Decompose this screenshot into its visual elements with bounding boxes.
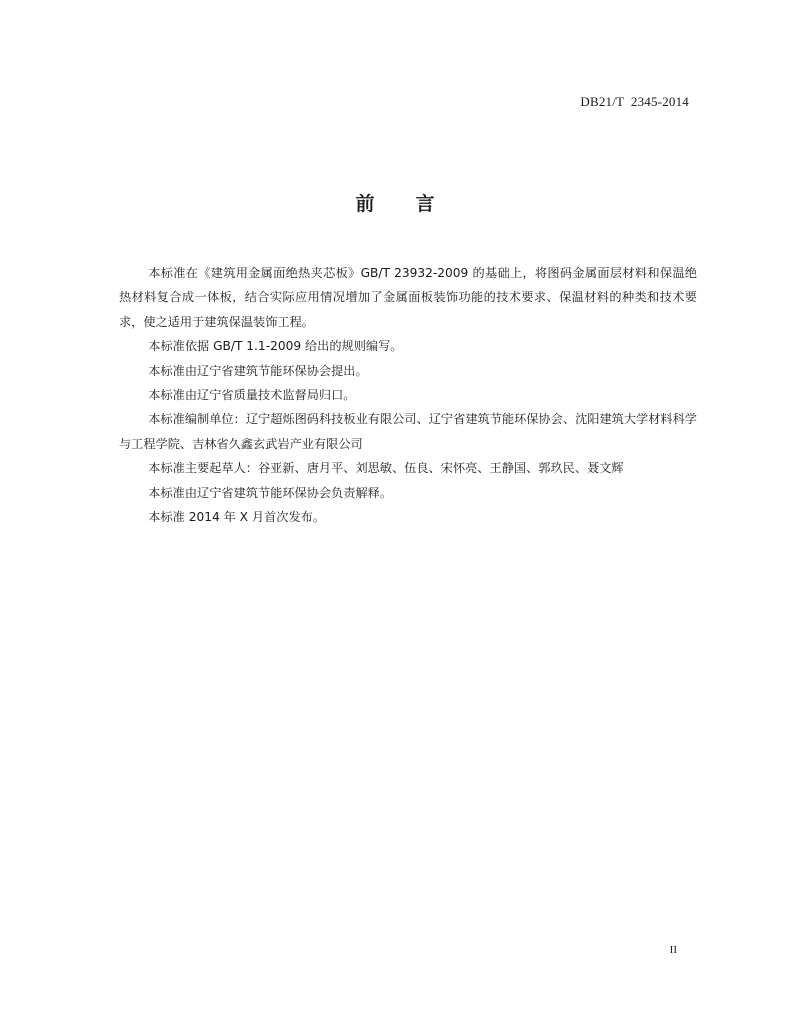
section-title — [0, 189, 791, 216]
paragraph-release: 本标准 2014 年 X 月首次发布。 — [148, 510, 326, 525]
document-code: DB21/T 2345-2014 — [580, 94, 689, 109]
section-title-char-1: 前 — [355, 193, 376, 215]
paragraph-drafting-units: 本标准编制单位：辽宁超烁图码科技板业有限公司、辽宁省建筑节能环保协会、沈阳建筑大学材料科学与工程学院、吉林省久鑫玄武岩产业有限公司 — [119, 412, 697, 451]
paragraph-drafters: 本标准主要起草人：谷亚新、唐月平、刘思敏、伍良、宋怀亮、王静国、郭玖民、聂文辉 — [148, 461, 624, 476]
foreword-body — [119, 261, 697, 529]
paragraph-basis: 本标准在《建筑用金属面绝热夹芯板》GB/T 23932-2009 的基础上，将图码金属面层材料和保温绝热材料复合成一体板，结合实际应用情况增加了金属面板装饰功能的技术要求、保温材料的种类和技术要求，使之适用于建筑保温装饰工程。 — [119, 266, 697, 329]
paragraph-proposer: 本标准由辽宁省建筑节能环保协会提出。 — [148, 363, 368, 378]
section-title-char-2: 言 — [415, 193, 436, 215]
paragraph-interpretation: 本标准由辽宁省建筑节能环保协会负责解释。 — [148, 485, 393, 500]
page-number: II — [669, 944, 677, 956]
paragraph-drafting-rules: 本标准依据 GB/T 1.1-2009 给出的规则编写。 — [148, 339, 403, 354]
paragraph-administrator: 本标准由辽宁省质量技术监督局归口。 — [148, 388, 356, 403]
